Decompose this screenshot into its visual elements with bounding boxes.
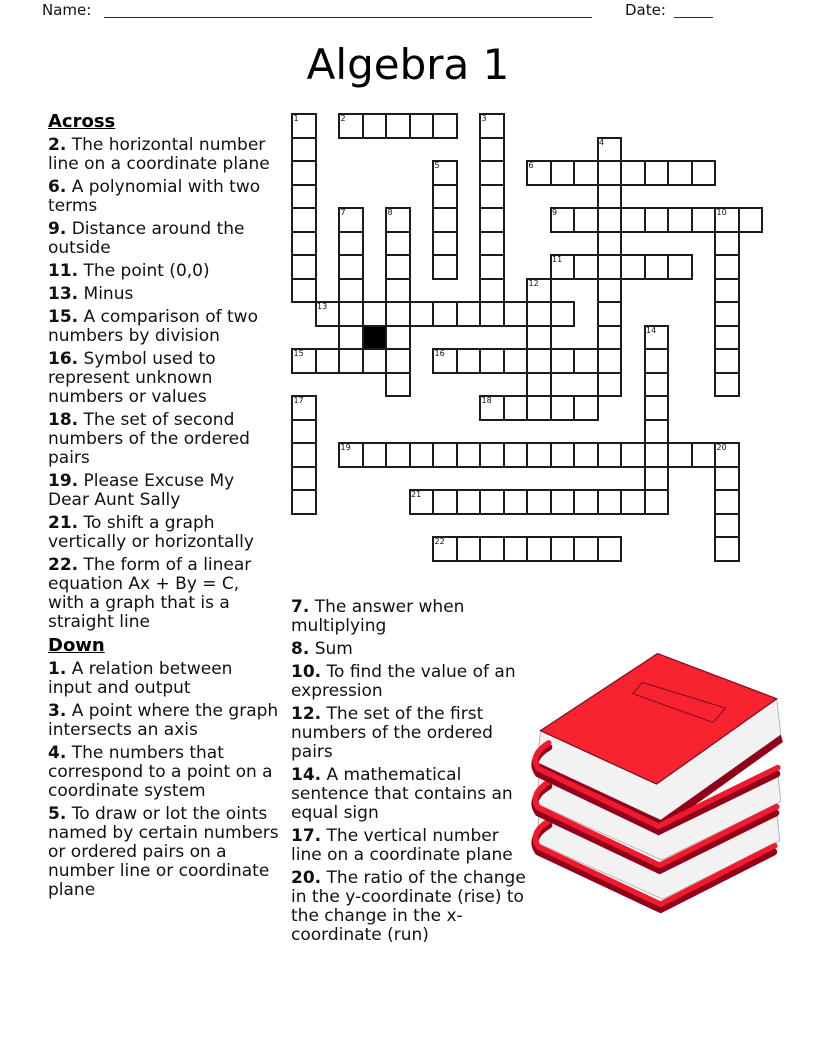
grid-cell-4-6[interactable] — [385, 254, 411, 280]
grid-cell-13-16[interactable] — [597, 489, 623, 515]
grid-cell-4-5[interactable] — [385, 231, 411, 257]
grid-cell-6-14[interactable] — [432, 442, 458, 468]
grid-cell-11-10[interactable] — [550, 348, 576, 374]
grid-cell-6-3[interactable] — [432, 184, 458, 210]
grid-cell-8-6[interactable] — [479, 254, 505, 280]
grid-cell-8-18[interactable] — [479, 536, 505, 562]
grid-cell-2-5[interactable] — [338, 231, 364, 257]
left-clue-column — [48, 112, 280, 904]
grid-cell-13-4[interactable] — [597, 207, 623, 233]
clue-across-9: 9. Distance around the outside — [48, 219, 245, 258]
grid-cell-5-14[interactable] — [409, 442, 435, 468]
grid-cell-0-3[interactable] — [291, 184, 317, 210]
date-blank-line[interactable] — [674, 0, 713, 18]
grid-cell-12-4[interactable] — [573, 207, 599, 233]
grid-cell-11-12[interactable] — [550, 395, 576, 421]
grid-cell-4-8[interactable] — [385, 301, 411, 327]
grid-number-19: 19 — [340, 443, 351, 452]
grid-cell-10-8[interactable] — [526, 301, 552, 327]
grid-cell-17-4[interactable] — [691, 207, 717, 233]
grid-number-16: 16 — [434, 349, 445, 358]
across-heading: Across — [48, 111, 116, 132]
grid-cell-8-8[interactable] — [479, 301, 505, 327]
grid-cell-0-1[interactable] — [291, 137, 317, 163]
grid-cell-13-9[interactable] — [597, 325, 623, 351]
grid-cell-6-8[interactable] — [432, 301, 458, 327]
grid-cell-0-4[interactable] — [291, 207, 317, 233]
grid-number-3: 3 — [481, 114, 487, 123]
grid-cell-3-10[interactable] — [362, 348, 388, 374]
clue-across-15: 15. A comparison of two numbers by division — [48, 307, 258, 346]
clue-down-12: 12. The set of the first numbers of the ordered pairs — [291, 704, 493, 762]
clue-across-22: 22. The form of a linear equation Ax + By = C, with a graph that is a straight line — [48, 555, 252, 632]
name-blank-line[interactable] — [104, 0, 592, 18]
grid-cell-8-16[interactable] — [479, 489, 505, 515]
grid-cell-8-2[interactable] — [479, 160, 505, 186]
grid-cell-10-10[interactable] — [526, 348, 552, 374]
grid-number-11: 11 — [552, 255, 563, 264]
grid-cell-16-4[interactable] — [667, 207, 693, 233]
grid-number-13: 13 — [317, 302, 328, 311]
grid-number-6: 6 — [528, 161, 534, 170]
grid-cell-13-2[interactable] — [597, 160, 623, 186]
grid-cell-0-14[interactable] — [291, 442, 317, 468]
grid-cell-8-5[interactable] — [479, 231, 505, 257]
grid-cell-4-14[interactable] — [385, 442, 411, 468]
clue-down-14: 14. A mathematical sentence that contains an equal sign — [291, 765, 513, 823]
grid-cell-10-14[interactable] — [526, 442, 552, 468]
grid-number-4: 4 — [599, 137, 605, 147]
grid-cell-11-2[interactable] — [550, 160, 576, 186]
grid-cell-15-16[interactable] — [644, 489, 670, 515]
grid-number-1: 1 — [293, 114, 299, 123]
grid-cell-7-8[interactable] — [456, 301, 482, 327]
clue-across-6: 6. A polynomial with two terms — [48, 177, 261, 216]
grid-number-7: 7 — [340, 208, 346, 217]
grid-cell-15-15[interactable] — [644, 466, 670, 492]
grid-cell-8-1[interactable] — [479, 137, 505, 163]
grid-cell-8-7[interactable] — [479, 278, 505, 304]
across-clue-list — [48, 136, 280, 632]
grid-cell-12-12[interactable] — [573, 395, 599, 421]
grid-cell-13-10[interactable] — [597, 348, 623, 374]
clue-across-16: 16. Symbol used to represent unknown numbers or values — [48, 349, 216, 407]
grid-cell-0-5[interactable] — [291, 231, 317, 257]
grid-cell-9-12[interactable] — [503, 395, 529, 421]
grid-cell-15-4[interactable] — [644, 207, 670, 233]
grid-cell-10-18[interactable] — [526, 536, 552, 562]
grid-cell-6-4[interactable] — [432, 207, 458, 233]
clue-down-20: 20. The ratio of the change in the y-coordinate (rise) to the change in the x-coordinate (run) — [291, 868, 526, 945]
page-title: Algebra 1 — [306, 40, 510, 89]
grid-cell-18-11[interactable] — [714, 372, 740, 398]
grid-cell-16-6[interactable] — [667, 254, 693, 280]
clue-down-7: 7. The answer when multiplying — [291, 597, 465, 636]
grid-cell-6-6[interactable] — [432, 254, 458, 280]
grid-cell-1-10[interactable] — [315, 348, 341, 374]
grid-cell-3-14[interactable] — [362, 442, 388, 468]
grid-cell-15-2[interactable] — [644, 160, 670, 186]
grid-number-14: 14 — [646, 325, 657, 335]
clue-across-13: 13. Minus — [48, 284, 134, 304]
grid-cell-6-5[interactable] — [432, 231, 458, 257]
grid-cell-2-10[interactable] — [338, 348, 364, 374]
grid-cell-0-7[interactable] — [291, 278, 317, 304]
clue-down-10: 10. To find the value of an expression — [291, 662, 516, 701]
grid-cell-12-6[interactable] — [573, 254, 599, 280]
grid-cell-13-7[interactable] — [597, 278, 623, 304]
clue-across-19: 19. Please Excuse My Dear Aunt Sally — [48, 471, 235, 510]
grid-cell-5-8[interactable] — [409, 301, 435, 327]
grid-cell-13-11[interactable] — [597, 372, 623, 398]
grid-cell-2-6[interactable] — [338, 254, 364, 280]
grid-number-12: 12 — [528, 278, 539, 288]
grid-cell-12-16[interactable] — [573, 489, 599, 515]
grid-cell-8-4[interactable] — [479, 207, 505, 233]
grid-cell-10-16[interactable] — [526, 489, 552, 515]
name-label: Name: — [42, 1, 92, 19]
grid-cell-15-10[interactable] — [644, 348, 670, 374]
middle-clue-column — [291, 598, 527, 949]
grid-cell-18-15[interactable] — [714, 466, 740, 492]
grid-cell-12-2[interactable] — [573, 160, 599, 186]
grid-number-22: 22 — [434, 537, 445, 546]
grid-cell-8-3[interactable] — [479, 184, 505, 210]
grid-cell-3-0[interactable] — [362, 113, 388, 139]
grid-cell-14-4[interactable] — [620, 207, 646, 233]
grid-cell-2-7[interactable] — [338, 278, 364, 304]
grid-black-cell-3-9 — [362, 325, 388, 351]
clue-down-1: 1. A relation between input and output — [48, 659, 233, 698]
crossword-grid — [291, 113, 765, 564]
clue-down-5: 5. To draw or lot the oints named by certain numbers or ordered pairs on a number line or coordinate plane — [48, 804, 279, 900]
grid-cell-7-16[interactable] — [456, 489, 482, 515]
grid-cell-17-14[interactable] — [691, 442, 717, 468]
down-heading: Down — [48, 635, 105, 656]
clue-down-4: 4. The numbers that correspond to a point on a coordinate system — [48, 743, 273, 801]
grid-cell-16-14[interactable] — [667, 442, 693, 468]
books-stack-illustration — [524, 642, 816, 920]
grid-cell-13-6[interactable] — [597, 254, 623, 280]
grid-number-5: 5 — [434, 161, 440, 170]
grid-cell-18-5[interactable] — [714, 231, 740, 257]
grid-cell-10-11[interactable] — [526, 372, 552, 398]
grid-cell-17-2[interactable] — [691, 160, 717, 186]
grid-cell-11-18[interactable] — [550, 536, 576, 562]
grid-cell-14-16[interactable] — [620, 489, 646, 515]
grid-cell-4-11[interactable] — [385, 372, 411, 398]
grid-cell-11-14[interactable] — [550, 442, 576, 468]
grid-number-15: 15 — [293, 349, 304, 358]
grid-cell-13-14[interactable] — [597, 442, 623, 468]
clue-across-11: 11. The point (0,0) — [48, 261, 210, 281]
grid-cell-15-13[interactable] — [644, 419, 670, 445]
grid-cell-0-13[interactable] — [291, 419, 317, 445]
date-label: Date: — [625, 1, 666, 19]
grid-cell-7-18[interactable] — [456, 536, 482, 562]
grid-cell-13-3[interactable] — [597, 184, 623, 210]
grid-cell-12-10[interactable] — [573, 348, 599, 374]
grid-cell-13-5[interactable] — [597, 231, 623, 257]
grid-cell-15-6[interactable] — [644, 254, 670, 280]
grid-cell-15-12[interactable] — [644, 395, 670, 421]
grid-cell-0-15[interactable] — [291, 466, 317, 492]
grid-cell-18-17[interactable] — [714, 513, 740, 539]
clue-across-2: 2. The horizontal number line on a coordinate plane — [48, 135, 270, 174]
down-clue-list-continued — [291, 598, 527, 945]
grid-number-8: 8 — [387, 208, 393, 217]
grid-cell-3-8[interactable] — [362, 301, 388, 327]
grid-number-2: 2 — [340, 114, 346, 123]
grid-cell-11-8[interactable] — [550, 301, 576, 327]
grid-cell-8-10[interactable] — [479, 348, 505, 374]
grid-cell-12-14[interactable] — [573, 442, 599, 468]
grid-cell-18-7[interactable] — [714, 278, 740, 304]
grid-cell-19-4[interactable] — [738, 207, 764, 233]
clue-down-17: 17. The vertical number line on a coordinate plane — [291, 826, 513, 865]
grid-cell-0-6[interactable] — [291, 254, 317, 280]
grid-cell-4-7[interactable] — [385, 278, 411, 304]
grid-number-17: 17 — [293, 396, 304, 405]
grid-cell-6-16[interactable] — [432, 489, 458, 515]
grid-cell-7-14[interactable] — [456, 442, 482, 468]
down-clue-list-left — [48, 660, 280, 900]
grid-cell-18-10[interactable] — [714, 348, 740, 374]
grid-number-18: 18 — [481, 396, 492, 405]
grid-cell-16-2[interactable] — [667, 160, 693, 186]
grid-cell-10-9[interactable] — [526, 325, 552, 351]
clue-across-18: 18. The set of second numbers of the ordered pairs — [48, 410, 250, 468]
clue-down-8: 8. Sum — [291, 639, 353, 659]
grid-cell-0-2[interactable] — [291, 160, 317, 186]
grid-cell-13-8[interactable] — [597, 301, 623, 327]
grid-cell-15-11[interactable] — [644, 372, 670, 398]
grid-cell-9-10[interactable] — [503, 348, 529, 374]
grid-cell-2-9[interactable] — [338, 325, 364, 351]
grid-cell-2-8[interactable] — [338, 301, 364, 327]
grid-cell-7-10[interactable] — [456, 348, 482, 374]
grid-cell-12-18[interactable] — [573, 536, 599, 562]
grid-cell-9-14[interactable] — [503, 442, 529, 468]
grid-cell-14-14[interactable] — [620, 442, 646, 468]
grid-cell-9-18[interactable] — [503, 536, 529, 562]
grid-cell-14-6[interactable] — [620, 254, 646, 280]
clue-down-3: 3. A point where the graph intersects an axis — [48, 701, 279, 740]
grid-cell-8-14[interactable] — [479, 442, 505, 468]
grid-cell-4-0[interactable] — [385, 113, 411, 139]
grid-cell-11-16[interactable] — [550, 489, 576, 515]
grid-cell-14-2[interactable] — [620, 160, 646, 186]
grid-cell-4-10[interactable] — [385, 348, 411, 374]
grid-cell-6-0[interactable] — [432, 113, 458, 139]
grid-number-10: 10 — [716, 208, 727, 217]
grid-number-9: 9 — [552, 208, 558, 217]
grid-cell-10-12[interactable] — [526, 395, 552, 421]
grid-cell-15-14[interactable] — [644, 442, 670, 468]
clue-across-21: 21. To shift a graph vertically or horizontally — [48, 513, 254, 552]
grid-cell-4-9[interactable] — [385, 325, 411, 351]
grid-cell-9-8[interactable] — [503, 301, 529, 327]
grid-number-21: 21 — [411, 490, 422, 499]
grid-cell-9-16[interactable] — [503, 489, 529, 515]
grid-cell-18-6[interactable] — [714, 254, 740, 280]
grid-cell-0-16[interactable] — [291, 489, 317, 515]
grid-cell-18-9[interactable] — [714, 325, 740, 351]
grid-cell-13-18[interactable] — [597, 536, 623, 562]
grid-cell-5-0[interactable] — [409, 113, 435, 139]
grid-cell-18-16[interactable] — [714, 489, 740, 515]
grid-number-20: 20 — [716, 443, 727, 452]
grid-cell-18-8[interactable] — [714, 301, 740, 327]
grid-cell-18-18[interactable] — [714, 536, 740, 562]
